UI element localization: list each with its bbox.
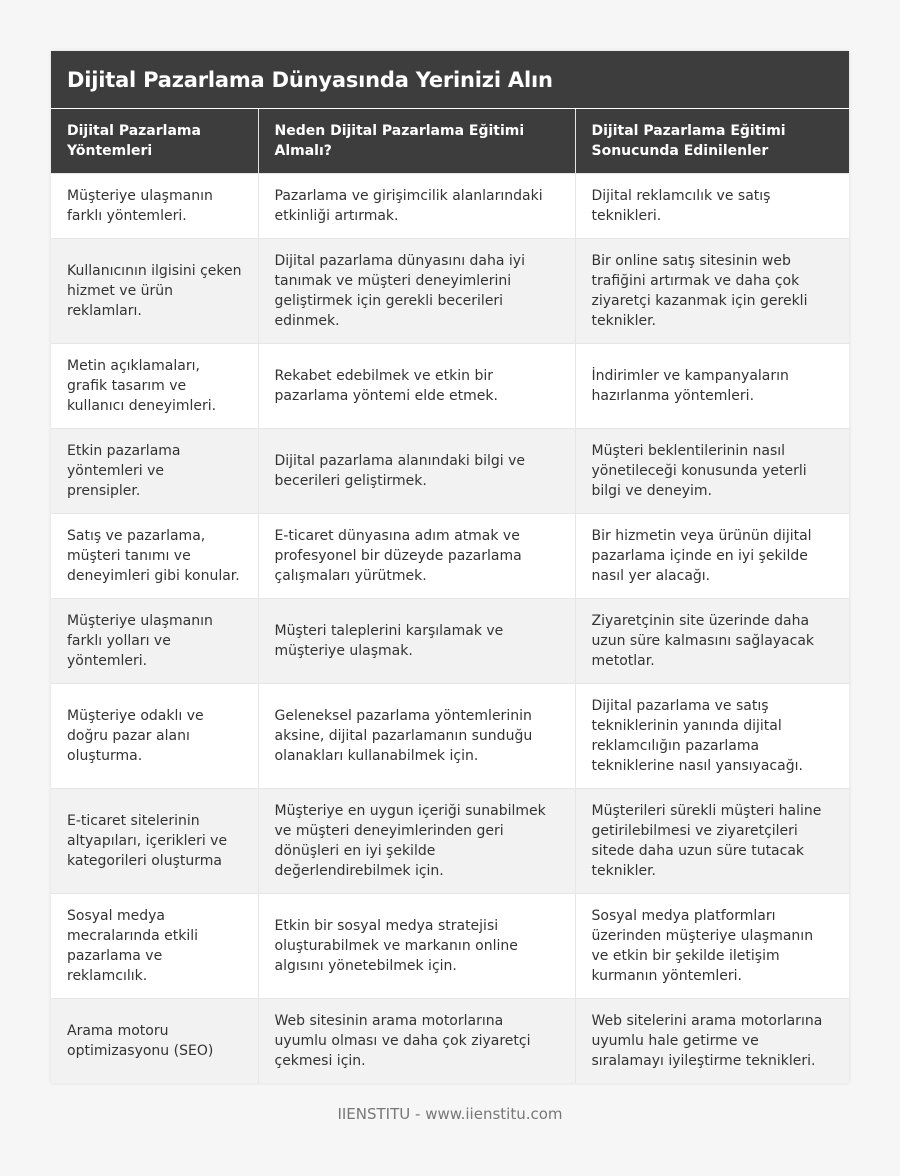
table-cell: Ziyaretçinin site üzerinde daha uzun süre kalmasını sağlayacak metotlar. [575,598,849,683]
table-cell: Bir hizmetin veya ürünün dijital pazarlama içinde en iyi şekilde nasıl yer alacağı. [575,513,849,598]
table-cell: Etkin pazarlama yöntemleri ve prensipler. [51,428,258,513]
table-row [51,343,849,428]
table-row [51,683,849,788]
table-cell: Web sitesinin arama motorlarına uyumlu olması ve daha çok ziyaretçi çekmesi için. [258,998,575,1083]
table-cell: Satış ve pazarlama, müşteri tanımı ve deneyimleri gibi konular. [51,513,258,598]
table-cell: Etkin bir sosyal medya stratejisi oluşturabilmek ve markanın online algısını yönetebilmek için. [258,893,575,998]
table-row [51,513,849,598]
table-header-row [51,109,849,173]
table-cell: Dijital pazarlama ve satış tekniklerinin yanında dijital reklamcılığın pazarlama tekniklerine nasıl yansıyacağı. [575,683,849,788]
table-cell: Müşteriye en uygun içeriği sunabilmek ve müşteri deneyimlerinden geri dönüşleri en iyi şekilde değerlendirebilmek için. [258,788,575,893]
table-cell: Müşteriye ulaşmanın farklı yöntemleri. [51,173,258,238]
table-row [51,173,849,238]
content-card [51,51,849,1083]
column-header-outcomes: Dijital Pazarlama Eğitimi Sonucunda Edinilenler [575,109,849,173]
table-cell: Sosyal medya platformları üzerinden müşteriye ulaşmanın ve etkin bir şekilde iletişim kurmanın yöntemleri. [575,893,849,998]
comparison-table [51,109,849,1083]
table-row [51,428,849,513]
table-cell: Müşteriye ulaşmanın farklı yolları ve yöntemleri. [51,598,258,683]
table-cell: Rekabet edebilmek ve etkin bir pazarlama yöntemi elde etmek. [258,343,575,428]
table-cell: Web sitelerini arama motorlarına uyumlu hale getirme ve sıralamayı iyileştirme teknikleri. [575,998,849,1083]
table-cell: Dijital pazarlama dünyasını daha iyi tanımak ve müşteri deneyimlerini geliştirmek için gerekli becerileri edinmek. [258,238,575,343]
table-cell: Pazarlama ve girişimcilik alanlarındaki etkinliği artırmak. [258,173,575,238]
table-cell: Sosyal medya mecralarında etkili pazarlama ve reklamcılık. [51,893,258,998]
table-cell: Arama motoru optimizasyonu (SEO) [51,998,258,1083]
table-cell: Metin açıklamaları, grafik tasarım ve kullanıcı deneyimleri. [51,343,258,428]
title-bar [51,51,849,109]
table-cell: Geleneksel pazarlama yöntemlerinin aksine, dijital pazarlamanın sunduğu olanakları kullanabilmek için. [258,683,575,788]
table-cell: Bir online satış sitesinin web trafiğini artırmak ve daha çok ziyaretçi kazanmak için gerekli teknikler. [575,238,849,343]
table-cell: İndirimler ve kampanyaların hazırlanma yöntemleri. [575,343,849,428]
table-cell: E-ticaret dünyasına adım atmak ve profesyonel bir düzeyde pazarlama çalışmaları yürütmek. [258,513,575,598]
table-cell: Müşteri beklentilerinin nasıl yönetileceği konusunda yeterli bilgi ve deneyim. [575,428,849,513]
table-row [51,238,849,343]
table-cell: Dijital reklamcılık ve satış teknikleri. [575,173,849,238]
table-row [51,893,849,998]
table-row [51,998,849,1083]
table-cell: Kullanıcının ilgisini çeken hizmet ve ürün reklamları. [51,238,258,343]
column-header-methods: Dijital Pazarlama Yöntemleri [51,109,258,173]
page-title: Dijital Pazarlama Dünyasında Yerinizi Alın [67,67,553,92]
footer-credit: IIENSTITU - www.iienstitu.com [337,1105,563,1123]
table-row [51,788,849,893]
table-cell: E-ticaret sitelerinin altyapıları, içerikleri ve kategorileri oluşturma [51,788,258,893]
table-row [51,598,849,683]
table-cell: Dijital pazarlama alanındaki bilgi ve becerileri geliştirmek. [258,428,575,513]
table-cell: Müşteriye odaklı ve doğru pazar alanı oluşturma. [51,683,258,788]
column-header-why: Neden Dijital Pazarlama Eğitimi Almalı? [258,109,575,173]
table-cell: Müşteri taleplerini karşılamak ve müşteriye ulaşmak. [258,598,575,683]
table-cell: Müşterileri sürekli müşteri haline getirilebilmesi ve ziyaretçileri sitede daha uzun süre tutacak teknikler. [575,788,849,893]
